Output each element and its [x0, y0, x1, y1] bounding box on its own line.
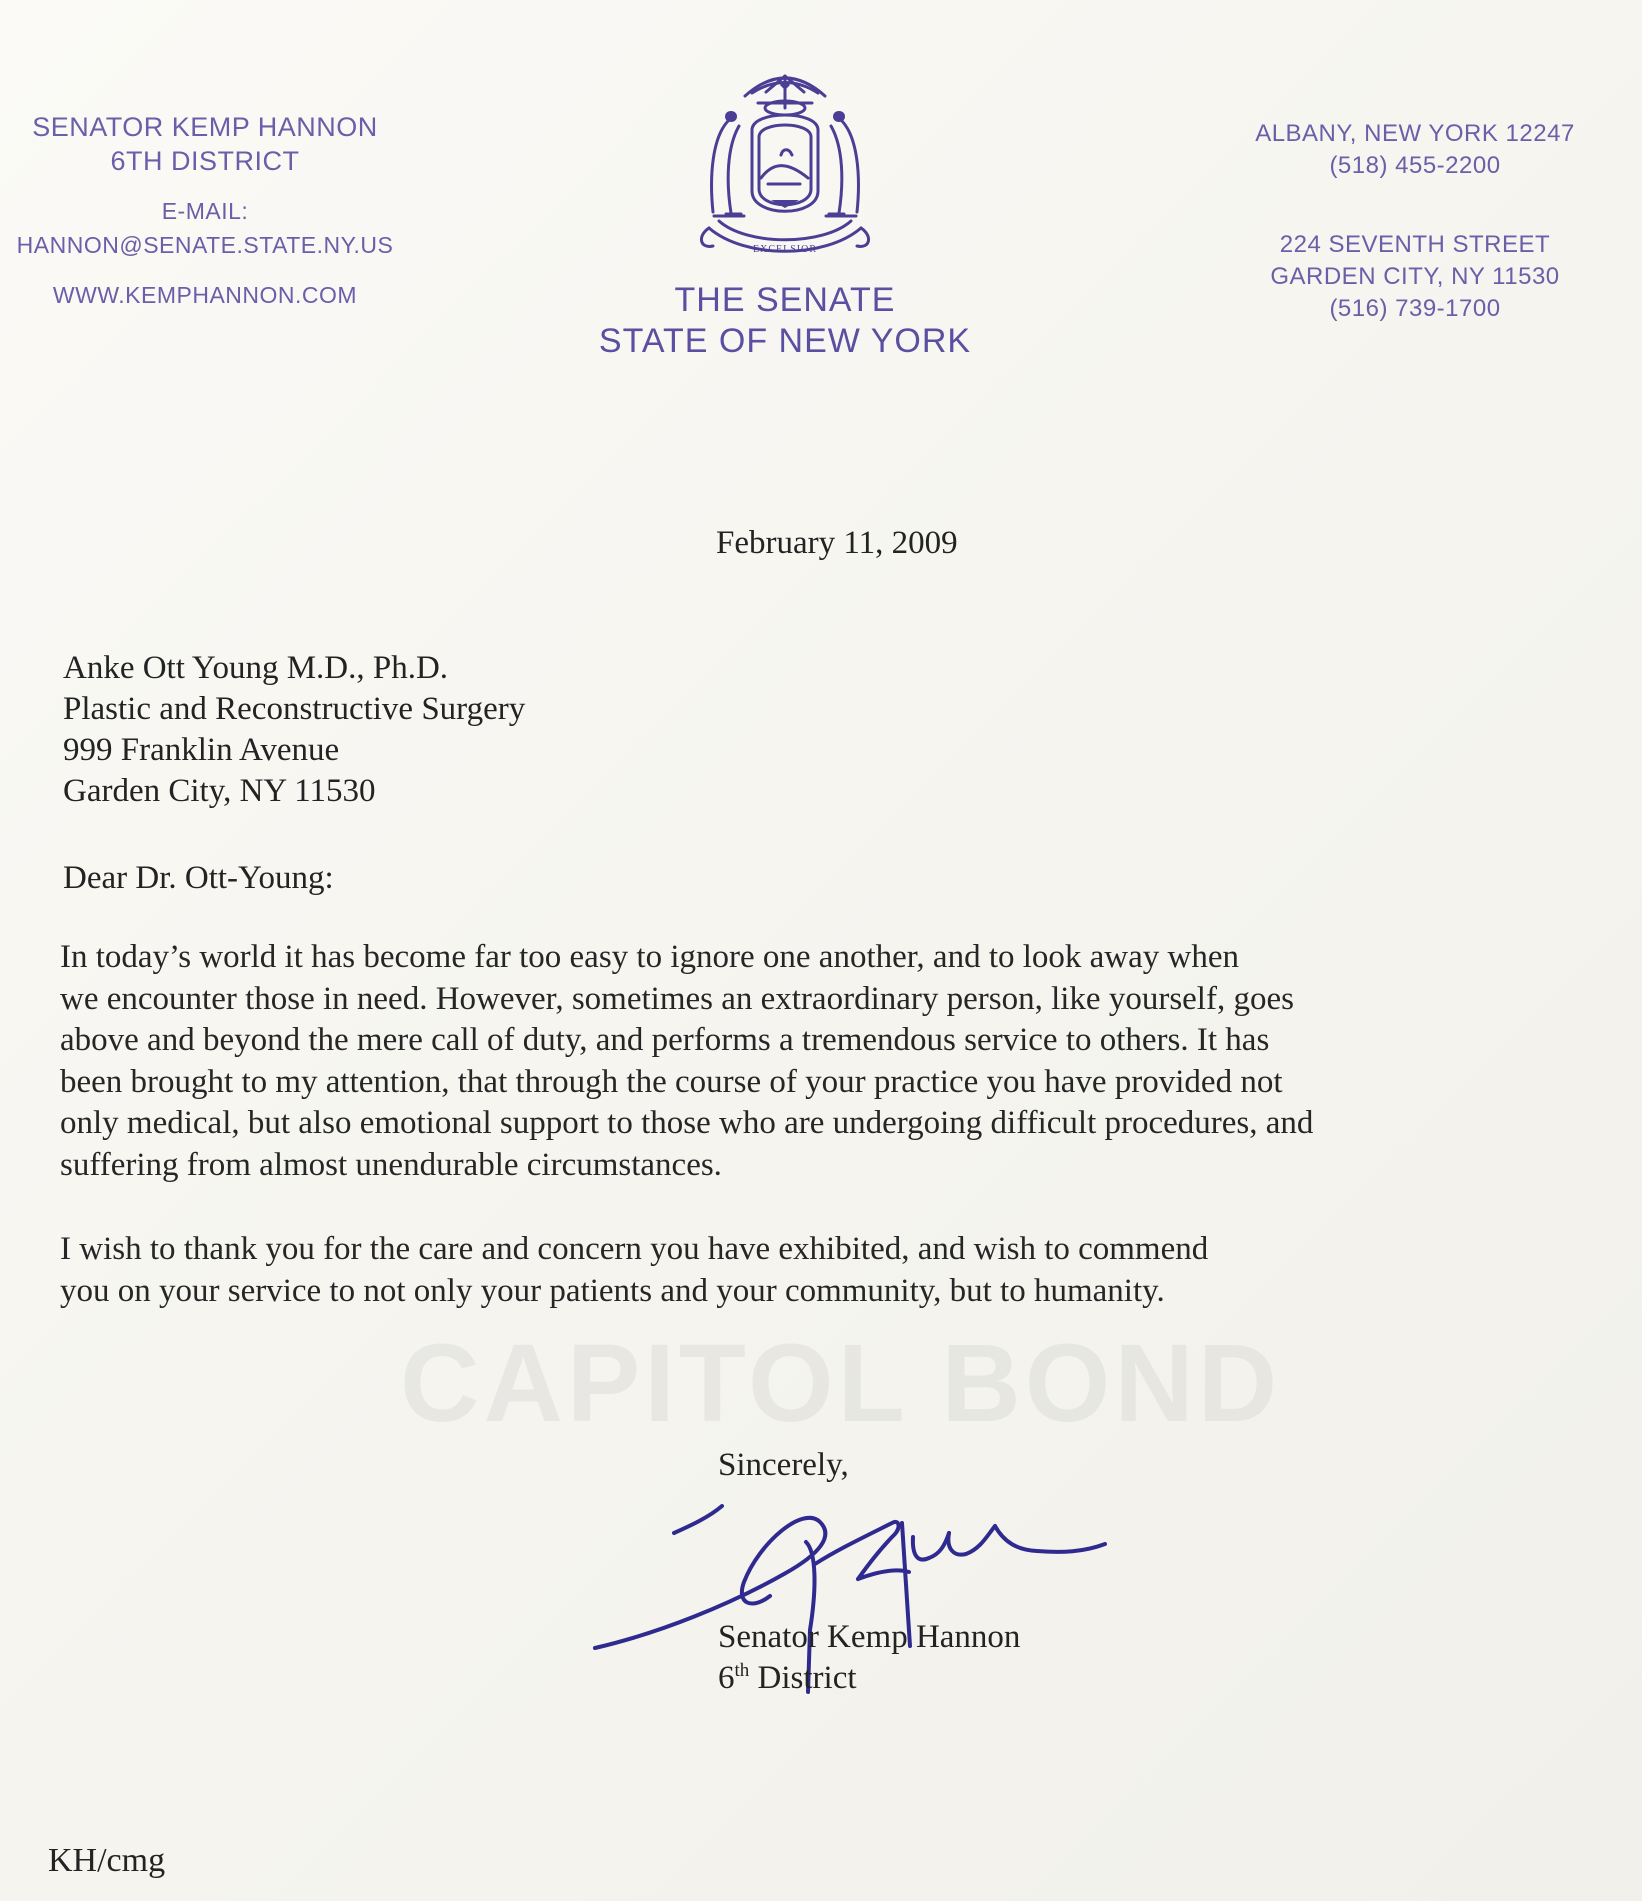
district-suffix: th: [734, 1660, 750, 1681]
signature-name: Senator Kemp Hannon: [718, 1619, 1021, 1655]
paragraph-1-line: suffering from almost unendurable circumstances.: [60, 1146, 722, 1183]
paragraph-1-line: been brought to my attention, that through the course of your practice you have provided not: [60, 1063, 1283, 1100]
district-phone: (516) 739-1700: [1329, 295, 1501, 322]
new-york-state-seal-icon: [665, 58, 905, 272]
paragraph-2-line: I wish to thank you for the care and concern you have exhibited, and wish to commend: [60, 1231, 1209, 1267]
district-number: 6: [718, 1660, 735, 1696]
email-label: E-MAIL:: [161, 198, 249, 224]
paragraph-1-line: we encounter those in need. However, sometimes an extraordinary person, like yourself, goes: [60, 980, 1294, 1017]
district-word: District: [757, 1660, 857, 1696]
senate-title-line-1: THE SENATE: [674, 281, 896, 319]
letterhead-office-addresses: [1230, 118, 1600, 325]
senator-name: SENATOR KEMP HANNON: [32, 112, 378, 142]
body-paragraph-1: [60, 937, 1500, 1186]
recipient-street: 999 Franklin Avenue: [63, 732, 340, 768]
senate-title: [560, 280, 1010, 362]
closing: Sincerely,: [718, 1447, 849, 1483]
recipient-city: Garden City, NY 11530: [63, 773, 376, 809]
letterhead-seal-block: [560, 58, 1010, 362]
paper-bleed-through: CAPITOL BOND: [400, 1322, 1282, 1445]
albany-address: ALBANY, NEW YORK 12247: [1255, 120, 1575, 147]
salutation: Dear Dr. Ott-Young:: [63, 860, 334, 896]
signature-district: [718, 1658, 1020, 1699]
district-city: GARDEN CITY, NY 11530: [1270, 263, 1560, 290]
paragraph-1-line: In today’s world it has become far too easy to ignore one another, and to look away when: [60, 939, 1240, 975]
signature-block: [718, 1617, 1020, 1699]
body-paragraph-2: [60, 1229, 1500, 1312]
letterhead-senator-info: [0, 110, 410, 312]
district-street: 224 SEVENTH STREET: [1279, 231, 1551, 258]
paragraph-1-line: only medical, but also emotional support to those who are undergoing difficult procedures, and: [60, 1105, 1314, 1141]
seal-motto: EXCELSIOR: [753, 244, 817, 255]
senate-title-line-2: STATE OF NEW YORK: [598, 322, 972, 360]
email-address[interactable]: HANNON@SENATE.STATE.NY.US: [16, 232, 394, 258]
paragraph-2-line: you on your service to not only your patients and your community, but to humanity.: [60, 1272, 1165, 1309]
recipient-address: [63, 648, 525, 812]
albany-phone: (518) 455-2200: [1329, 152, 1501, 179]
recipient-name: Anke Ott Young M.D., Ph.D.: [63, 650, 449, 686]
reference-initials: KH/cmg: [48, 1842, 166, 1879]
letter-date: February 11, 2009: [716, 525, 958, 561]
senator-district: 6TH DISTRICT: [110, 146, 300, 176]
recipient-department: Plastic and Reconstructive Surgery: [63, 691, 526, 727]
paragraph-1-line: above and beyond the mere call of duty, and performs a tremendous service to others. It has: [60, 1022, 1270, 1058]
website-link[interactable]: WWW.KEMPHANNON.COM: [52, 282, 358, 308]
